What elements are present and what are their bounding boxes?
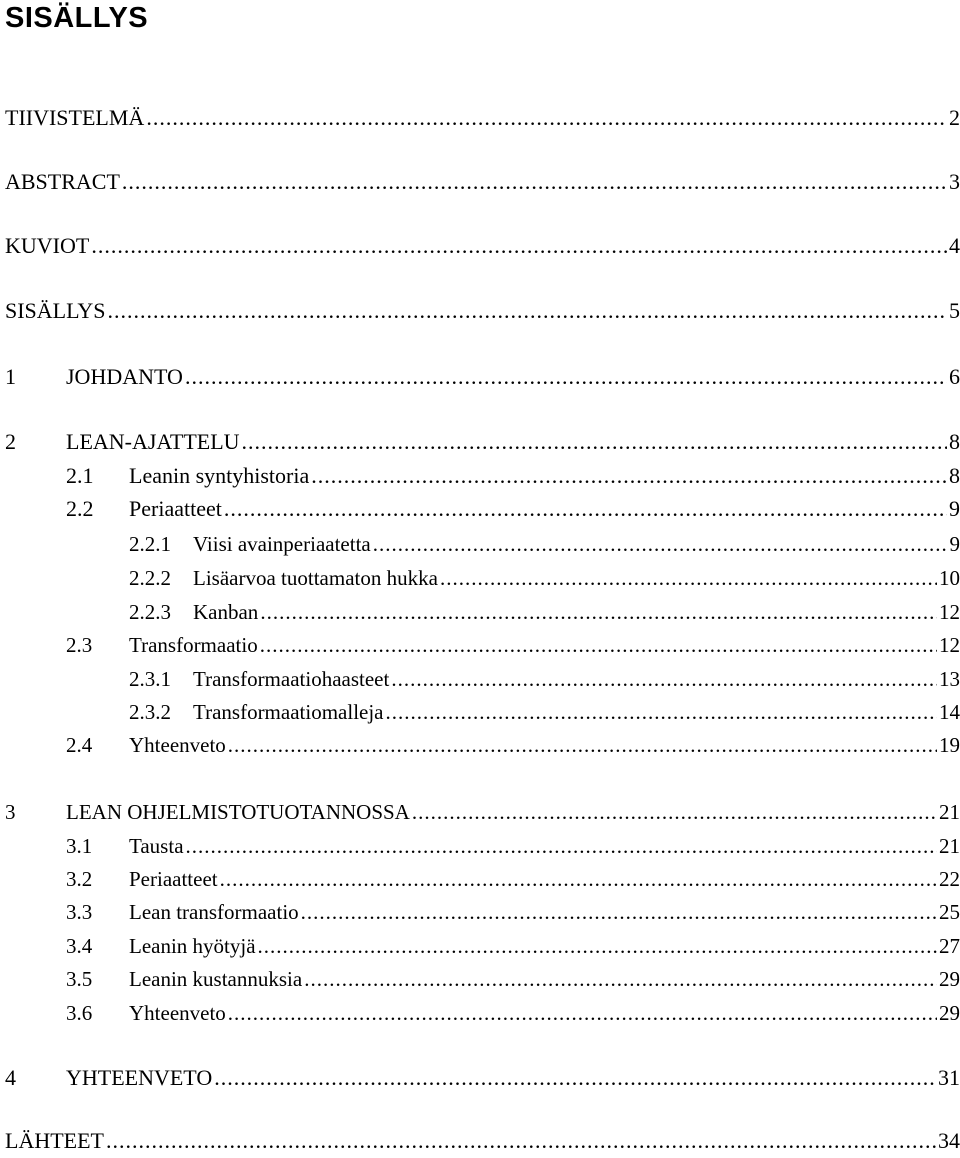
toc-entry-number: 2.2 xyxy=(66,492,129,526)
toc-entry-sisallys[interactable] xyxy=(5,294,960,328)
dot-leader xyxy=(220,862,937,896)
toc-entry-2-4[interactable] xyxy=(5,728,960,762)
dot-leader xyxy=(91,229,947,263)
toc-entry-title: KUVIOT xyxy=(5,229,89,263)
toc-entry-number: 3.6 xyxy=(66,996,129,1030)
toc-entry-title: Periaatteet xyxy=(129,492,222,526)
dot-leader xyxy=(260,628,937,662)
toc-entry-number: 2.1 xyxy=(66,459,129,493)
toc-entry-number: 2.2.1 xyxy=(129,527,193,561)
toc-entry-2-2-3[interactable] xyxy=(5,595,960,629)
dot-leader xyxy=(214,1061,936,1095)
dot-leader xyxy=(228,996,937,1030)
dot-leader xyxy=(391,662,937,696)
dot-leader xyxy=(224,492,947,526)
toc-entry-title: JOHDANTO xyxy=(66,360,183,394)
dot-leader xyxy=(228,728,937,762)
toc-entry-number: 3.5 xyxy=(66,962,129,996)
toc-entry-title: Yhteenveto xyxy=(129,996,226,1030)
dot-leader xyxy=(311,459,947,493)
toc-entry-page: 25 xyxy=(939,895,960,929)
toc-entry-number: 3.3 xyxy=(66,895,129,929)
toc-entry-title: TIIVISTELMÄ xyxy=(5,101,144,135)
toc-entry-title: LEAN-AJATTELU xyxy=(66,425,240,459)
toc-entry-title: Yhteenveto xyxy=(129,728,226,762)
dot-leader xyxy=(107,294,947,328)
toc-entry-2-2[interactable] xyxy=(5,492,960,526)
toc-entry-2[interactable] xyxy=(5,425,960,459)
toc-entry-title: Transformaatiomalleja xyxy=(193,695,384,729)
toc-entry-page: 9 xyxy=(950,527,960,561)
toc-entry-3-1[interactable] xyxy=(5,829,960,863)
toc-entry-2-2-1[interactable] xyxy=(5,527,960,561)
toc-entry-page: 34 xyxy=(938,1124,960,1158)
toc-entry-page: 29 xyxy=(939,996,960,1030)
toc-entry-title: LEAN OHJELMISTOTUOTANNOSSA xyxy=(66,795,410,829)
toc-entry-number: 3 xyxy=(5,795,66,829)
toc-entry-title: Periaatteet xyxy=(129,862,218,896)
toc-entry-kuviot[interactable] xyxy=(5,229,960,263)
toc-entry-page: 9 xyxy=(949,492,960,526)
toc-entry-number: 1 xyxy=(5,360,66,394)
toc-entry-title: ABSTRACT xyxy=(5,165,120,199)
toc-entry-2-3-2[interactable] xyxy=(5,695,960,729)
toc-entry-number: 2.3.2 xyxy=(129,695,193,729)
toc-entry-page: 8 xyxy=(949,425,960,459)
toc-entry-title: Kanban xyxy=(193,595,258,629)
toc-entry-page: 29 xyxy=(939,962,960,996)
toc-entry-1[interactable] xyxy=(5,360,960,394)
toc-entry-page: 21 xyxy=(939,829,960,863)
dot-leader xyxy=(301,895,937,929)
toc-entry-3-6[interactable] xyxy=(5,996,960,1030)
toc-entry-3-2[interactable] xyxy=(5,862,960,896)
dot-leader xyxy=(186,829,937,863)
dot-leader xyxy=(412,795,937,829)
toc-entry-page: 5 xyxy=(949,294,960,328)
toc-entry-page: 10 xyxy=(939,561,960,595)
toc-entry-page: 4 xyxy=(949,229,960,263)
toc-entry-page: 2 xyxy=(949,101,960,135)
toc-entry-number: 2.2.3 xyxy=(129,595,193,629)
toc-entry-abstract[interactable] xyxy=(5,165,960,199)
toc-entry-page: 27 xyxy=(939,929,960,963)
toc-entry-number: 3.2 xyxy=(66,862,129,896)
toc-entry-page: 19 xyxy=(939,728,960,762)
toc-entry-page: 12 xyxy=(939,628,960,662)
toc-entry-number: 3.4 xyxy=(66,929,129,963)
toc-entry-3-5[interactable] xyxy=(5,962,960,996)
toc-entry-2-2-2[interactable] xyxy=(5,561,960,595)
toc-entry-title: Viisi avainperiaatetta xyxy=(193,527,371,561)
toc-entry-title: Leanin kustannuksia xyxy=(129,962,302,996)
toc-entry-page: 12 xyxy=(939,595,960,629)
toc-entry-title: LÄHTEET xyxy=(5,1124,104,1158)
toc-entry-2-3-1[interactable] xyxy=(5,662,960,696)
dot-leader xyxy=(258,929,937,963)
toc-entry-page: 14 xyxy=(939,695,960,729)
dot-leader xyxy=(146,101,947,135)
toc-entry-title: SISÄLLYS xyxy=(5,294,105,328)
dot-leader xyxy=(185,360,947,394)
toc-entry-title: Lisäarvoa tuottamaton hukka xyxy=(193,561,438,595)
toc-entry-tiivistelma[interactable] xyxy=(5,101,960,135)
toc-entry-title: Transformaatiohaasteet xyxy=(193,662,389,696)
toc-entry-4[interactable] xyxy=(5,1061,960,1095)
toc-entry-page: 22 xyxy=(939,862,960,896)
toc-entry-page: 21 xyxy=(939,795,960,829)
dot-leader xyxy=(106,1124,936,1158)
toc-entry-3-4[interactable] xyxy=(5,929,960,963)
dot-leader xyxy=(386,695,937,729)
toc-entry-title: YHTEENVETO xyxy=(66,1061,212,1095)
toc-entry-3[interactable] xyxy=(5,795,960,829)
toc-entry-2-3[interactable] xyxy=(5,628,960,662)
toc-entry-title: Lean transformaatio xyxy=(129,895,299,929)
toc-entry-page: 6 xyxy=(949,360,960,394)
toc-entry-number: 2 xyxy=(5,425,66,459)
toc-entry-number: 2.4 xyxy=(66,728,129,762)
dot-leader xyxy=(304,962,937,996)
toc-entry-3-3[interactable] xyxy=(5,895,960,929)
toc-entry-page: 3 xyxy=(949,165,960,199)
toc-entry-2-1[interactable] xyxy=(5,459,960,493)
toc-entry-number: 2.3.1 xyxy=(129,662,193,696)
dot-leader xyxy=(122,165,947,199)
toc-entry-title: Transformaatio xyxy=(129,628,258,662)
dot-leader xyxy=(242,425,947,459)
dot-leader xyxy=(373,527,948,561)
dot-leader xyxy=(260,595,937,629)
toc-entry-page: 31 xyxy=(938,1061,960,1095)
toc-entry-number: 3.1 xyxy=(66,829,129,863)
toc-entry-lahteet[interactable] xyxy=(5,1124,960,1158)
dot-leader xyxy=(440,561,937,595)
page-title: SISÄLLYS xyxy=(5,0,148,36)
toc-entry-title: Leanin hyötyjä xyxy=(129,929,256,963)
toc-entry-page: 8 xyxy=(949,459,960,493)
toc-entry-page: 13 xyxy=(939,662,960,696)
toc-entry-number: 2.2.2 xyxy=(129,561,193,595)
toc-entry-title: Leanin syntyhistoria xyxy=(129,459,309,493)
toc-entry-number: 2.3 xyxy=(66,628,129,662)
toc-entry-number: 4 xyxy=(5,1061,66,1095)
toc-entry-title: Tausta xyxy=(129,829,184,863)
